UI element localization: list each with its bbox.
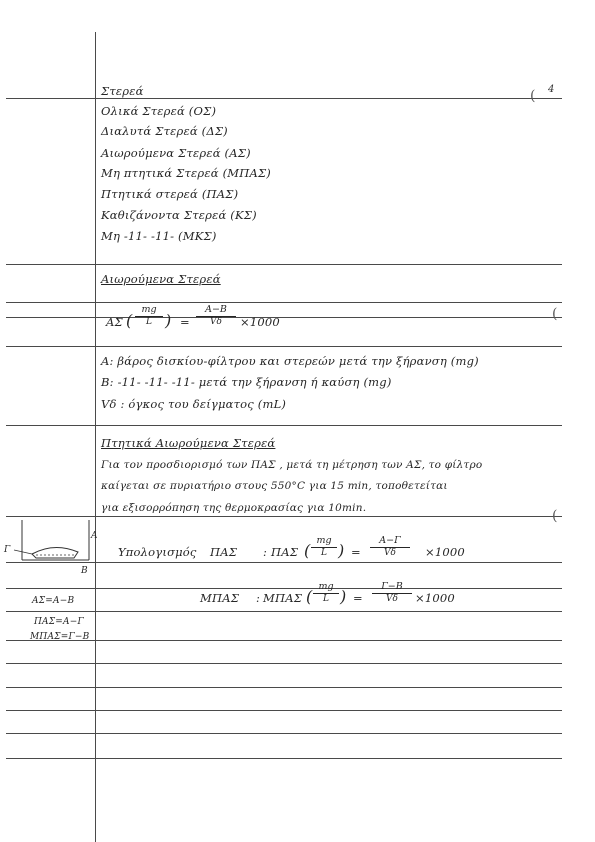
calculation-fraction-pas <box>370 535 410 559</box>
procedure-text-line: Για τον προσδιορισμό των ΠΑΣ , μετά τη μέτρηση των ΑΣ, το φίλτρο <box>101 459 483 471</box>
ruled-line <box>6 663 562 664</box>
formula-open-paren: ( <box>126 311 133 330</box>
ruled-line <box>6 425 562 426</box>
procedure-text-line: καίγεται σε πυριατήριο στους 550°C για 15 min, τοποθετείται <box>101 480 448 492</box>
calculation-unit-denominator: L <box>323 594 329 604</box>
formula-unit-fraction <box>135 304 163 328</box>
sketch-label-alpha: Α <box>91 531 98 541</box>
calculation-unit-fraction <box>311 535 337 559</box>
margin-note: ΜΠΑΣ=Γ−Β <box>30 632 90 642</box>
calculation-close-paren: ) <box>338 541 345 560</box>
formula-numerator: Α−Β <box>196 304 236 317</box>
ruled-line <box>6 710 562 711</box>
calculation-unit-numerator: mg <box>313 581 339 594</box>
formula-unit-numerator: mg <box>135 304 163 317</box>
calculation-unit-numerator: mg <box>311 535 337 548</box>
solids-list-item: Αιωρούμενα Στερεά (ΑΣ) <box>101 146 251 160</box>
formula-equals: = <box>180 315 190 329</box>
calculation-numerator-mpas: Γ−Β <box>372 581 412 594</box>
sketch-label-gamma: Γ <box>4 545 11 555</box>
section-title-suspended-solids: Αιωρούμενα Στερεά <box>101 272 221 286</box>
ruled-line <box>6 758 562 759</box>
calculation-open-paren: ( <box>306 587 313 606</box>
calculation-name-mpas: ΜΠΑΣ <box>200 591 240 605</box>
margin-note: ΠΑΣ=Α−Γ <box>34 617 84 627</box>
procedure-text-line: για εξισορρόπηση της θερμοκρασίας για 10min. <box>101 502 367 514</box>
formula-denominator: Vδ <box>210 317 222 327</box>
formula-close-paren: ) <box>165 311 172 330</box>
definition-vd: Vδ : όγκος του δείγματος (mL) <box>101 397 287 411</box>
calculation-unit-fraction <box>313 581 339 605</box>
calculation-denominator-pas: Vδ <box>384 548 396 558</box>
page-heading: Στερεά <box>101 84 144 98</box>
calculation-lhs-mpas: ΜΠΑΣ <box>263 591 303 605</box>
calculation-factor-pas: ×1000 <box>425 545 465 559</box>
formula-lhs: ΑΣ <box>106 315 123 329</box>
margin-line <box>95 32 96 842</box>
calculation-fraction-mpas <box>372 581 412 605</box>
formula-factor: ×1000 <box>240 315 280 329</box>
solids-list-item: Διαλυτά Στερεά (ΔΣ) <box>101 124 228 138</box>
formula-unit-denominator: L <box>146 317 152 327</box>
calculation-numerator-pas: Α−Γ <box>370 535 410 548</box>
margin-tick-mark: ( <box>552 306 558 322</box>
calculation-denominator-mpas: Vδ <box>386 594 398 604</box>
ruled-line <box>6 588 562 589</box>
ruled-line <box>6 346 562 347</box>
formula-fraction <box>196 304 236 328</box>
solids-list-item: Μη -11- -11- (ΜΚΣ) <box>101 229 217 243</box>
ruled-line <box>6 611 562 612</box>
solids-list-item: Πτητικά στερεά (ΠΑΣ) <box>101 187 239 201</box>
calculation-name-pas: ΠΑΣ <box>210 545 238 559</box>
ruled-line <box>6 687 562 688</box>
sketch-label-beta: Β <box>81 566 88 576</box>
section-title-volatile-solids: Πτητικά Αιωρούμενα Στερεά <box>101 436 276 450</box>
solids-list-item: Ολικά Στερεά (ΟΣ) <box>101 104 217 118</box>
calculation-equals: = <box>353 591 363 605</box>
ruled-line <box>6 317 562 318</box>
crucible-sketch <box>2 518 97 568</box>
margin-note: ΑΣ=Α−Β <box>32 596 75 606</box>
calculation-lhs-pas: ΠΑΣ <box>271 545 299 559</box>
solids-list-item: Μη πτητικά Στερεά (ΜΠΑΣ) <box>101 166 271 180</box>
calculation-colon: : <box>263 545 268 559</box>
ruled-line <box>6 98 562 99</box>
calculation-equals: = <box>351 545 361 559</box>
calculation-colon: : <box>256 591 261 605</box>
calculation-factor-mpas: ×1000 <box>415 591 455 605</box>
margin-tick-mark: ( <box>530 88 536 104</box>
calculation-label: Υπολογισμός <box>118 545 197 559</box>
ruled-line <box>6 302 562 303</box>
calculation-unit-denominator: L <box>321 548 327 558</box>
definition-b: Β: -11- -11- -11- μετά την ξήρανση ή καύση (mg) <box>101 375 392 389</box>
ruled-line <box>6 733 562 734</box>
page-number: 4 <box>548 84 555 95</box>
margin-tick-mark: ( <box>552 508 558 524</box>
ruled-line <box>6 516 562 517</box>
definition-a: Α: βάρος δισκίου-φίλτρου και στερεών μετά την ξήρανση (mg) <box>101 354 479 368</box>
calculation-open-paren: ( <box>304 541 311 560</box>
calculation-close-paren: ) <box>340 587 347 606</box>
solids-list-item: Καθιζάνοντα Στερεά (ΚΣ) <box>101 208 257 222</box>
ruled-line <box>6 264 562 265</box>
